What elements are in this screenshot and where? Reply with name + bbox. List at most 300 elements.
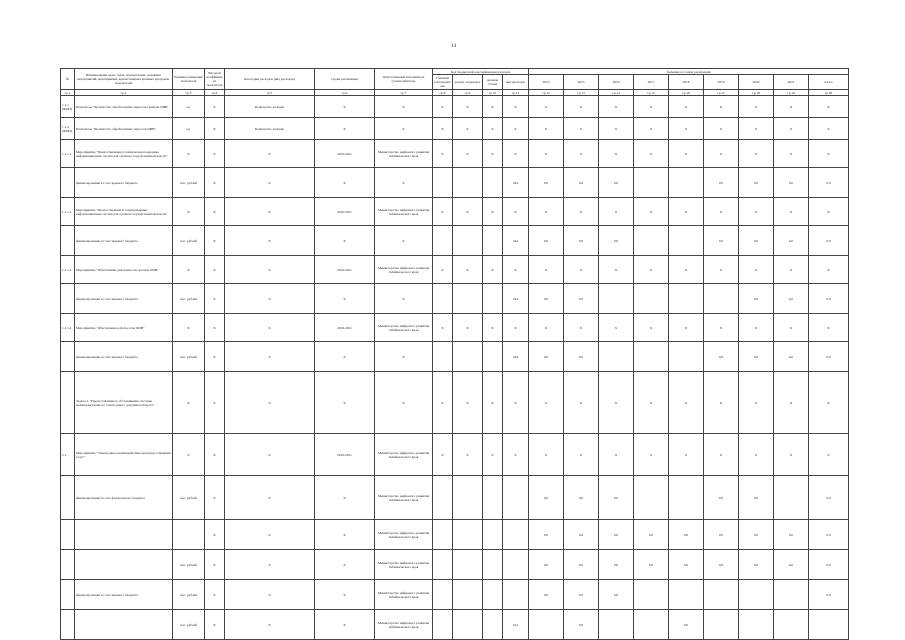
cell-no [61, 372, 75, 434]
cell-value: Х [529, 372, 564, 434]
column-number-cell: гр.10 [483, 90, 503, 96]
cell-no: 1.1.1.2 [61, 198, 75, 226]
cell-unit: тыс. рублей [173, 168, 205, 198]
cell-kbk1 [433, 168, 453, 198]
cell-value: 0,0 [564, 476, 599, 520]
cell-kbk3 [483, 520, 503, 550]
cell-value: 0,0 [704, 520, 739, 550]
cell-kbk1 [433, 342, 453, 372]
kbk-sub-header: вид расходов [503, 75, 529, 90]
cell-value: Х [599, 140, 634, 168]
cell-kbk4: 612 [503, 610, 529, 640]
cell-value: Х [564, 118, 599, 140]
cell-value: Х [599, 256, 634, 284]
cell-term: 2016-2021 [315, 434, 375, 476]
cell-term: Х [315, 284, 375, 314]
cell-name: финансирование за счет краевого бюджета [75, 168, 173, 198]
cell-kbk4: Х [503, 140, 529, 168]
cell-no [61, 520, 75, 550]
cell-value: 0,0 [704, 550, 739, 580]
cell-value: 0,0 [529, 580, 564, 610]
cell-unit: ед. [173, 96, 205, 118]
cell-weight: Х [205, 580, 225, 610]
year-header: 2014 [529, 75, 564, 90]
cell-value: 0,0 [599, 168, 634, 198]
cell-weight: Х [205, 314, 225, 342]
cell-value [739, 580, 774, 610]
cell-kbk4: 244 [503, 226, 529, 256]
cell-name: финансирование за счет краевого бюджета [75, 284, 173, 314]
cell-value: Х [739, 256, 774, 284]
cell-value: Х [634, 434, 669, 476]
cell-weight: Х [205, 284, 225, 314]
cell-executor: Министерство цифрового развития Забайкальского края [375, 476, 433, 520]
column-number-cell: гр.19 [774, 90, 809, 96]
cell-kbk1 [433, 476, 453, 520]
cell-name: финансирование за счет федерального бюджета [75, 476, 173, 520]
cell-value: Х [669, 372, 704, 434]
cell-value [739, 610, 774, 640]
cell-value: Х [739, 140, 774, 168]
cell-kbk4: 244 [503, 342, 529, 372]
cell-value: Х [564, 314, 599, 342]
col-executor-header: Ответственный исполнитель (соисполнитель) [375, 69, 433, 90]
cell-kbk1 [433, 520, 453, 550]
cell-value: 0,0 [704, 476, 739, 520]
cell-kbk2: Х [453, 434, 483, 476]
table-row [61, 118, 849, 140]
cell-value: 0,0 [774, 226, 809, 256]
table-row [61, 314, 849, 342]
cell-kbk2 [453, 610, 483, 640]
cell-kbk2: Х [453, 140, 483, 168]
cell-kbk3 [483, 284, 503, 314]
cell-value [599, 284, 634, 314]
cell-executor: Министерство цифрового развития Забайкальского края [375, 580, 433, 610]
column-number-cell: гр.2 [75, 90, 173, 96]
cell-value: 0,0 [809, 342, 849, 372]
cell-term: 2016-2021 [315, 140, 375, 168]
cell-weight: Х [205, 96, 225, 118]
cell-value: 0,0 [774, 168, 809, 198]
cell-status: Количество человек [225, 96, 315, 118]
table-row [61, 610, 849, 640]
cell-weight: Х [205, 168, 225, 198]
column-number-cell: гр.16 [669, 90, 704, 96]
cell-term: Х [315, 118, 375, 140]
cell-value: 0,0 [774, 550, 809, 580]
cell-value: Х [634, 96, 669, 118]
column-number-cell: гр.8 [433, 90, 453, 96]
cell-value: Х [739, 118, 774, 140]
column-number-cell: гр.11 [503, 90, 529, 96]
year-header: 2019 [704, 75, 739, 90]
cell-value: Х [774, 118, 809, 140]
cell-kbk1 [433, 550, 453, 580]
cell-status: Х [225, 372, 315, 434]
cell-name: Задача 2. "Предоставление и обслуживание системы межведомственного электронного документооборота" [75, 372, 173, 434]
cell-kbk3: Х [483, 372, 503, 434]
cell-weight: Х [205, 226, 225, 256]
cell-kbk3: Х [483, 314, 503, 342]
cell-value [669, 226, 704, 256]
cell-term: Х [315, 168, 375, 198]
column-number-cell: гр.14 [599, 90, 634, 96]
cell-value: Х [599, 314, 634, 342]
table-row [61, 256, 849, 284]
cell-value [774, 610, 809, 640]
cell-executor: Министерство цифрового развития Забайкальского края [375, 434, 433, 476]
cell-value: Х [809, 372, 849, 434]
cell-value: Х [704, 140, 739, 168]
column-number-cell: гр.7 [375, 90, 433, 96]
cell-value: 0,0 [564, 168, 599, 198]
col-kbk-header: Код бюджетной классификации расходов [433, 69, 529, 75]
col-values-header: Значение по годам реализации [529, 69, 849, 75]
cell-value: Х [774, 314, 809, 342]
table-row [61, 580, 849, 610]
cell-value: Х [529, 96, 564, 118]
cell-kbk3 [483, 550, 503, 580]
cell-no: 1.1.1 (ФОИ) [61, 96, 75, 118]
cell-value [669, 284, 704, 314]
column-number-cell: гр.20 [809, 90, 849, 96]
cell-no [61, 168, 75, 198]
cell-value: 0,0 [634, 520, 669, 550]
cell-value: Х [704, 256, 739, 284]
cell-value: Х [529, 140, 564, 168]
cell-term: Х [315, 476, 375, 520]
col-weight-header: Весовой коэффициент показателя [205, 69, 225, 90]
cell-value: 0,0 [564, 342, 599, 372]
cell-status: Х [225, 198, 315, 226]
cell-kbk1 [433, 580, 453, 610]
kbk-sub-header: Главный распорядитель [434, 76, 451, 88]
cell-value: 0,0 [774, 520, 809, 550]
cell-kbk2 [453, 284, 483, 314]
col-term-header: Сроки реализации [315, 69, 375, 90]
cell-kbk2 [453, 476, 483, 520]
cell-kbk3 [483, 342, 503, 372]
column-number-cell: гр.17 [704, 90, 739, 96]
cell-value [704, 284, 739, 314]
cell-name: Мероприятие "Электронное взаимодействие при предоставлении услуг" [75, 434, 173, 476]
cell-value: 0,0 [529, 520, 564, 550]
cell-executor: Министерство цифрового развития Забайкальского края [375, 610, 433, 640]
cell-no [61, 284, 75, 314]
page-number: 14 [451, 44, 456, 49]
cell-name: Мероприятие "Предоставление и техническая поддержка информационных систем для органов государственной власти" [75, 140, 173, 168]
cell-kbk4 [503, 580, 529, 610]
column-number-cell: гр.3 [173, 90, 205, 96]
cell-unit: Х [173, 314, 205, 342]
cell-value: Х [669, 256, 704, 284]
cell-value [634, 580, 669, 610]
cell-unit: тыс. рублей [173, 284, 205, 314]
cell-status: Х [225, 284, 315, 314]
cell-value: Х [704, 96, 739, 118]
cell-status: Х [225, 140, 315, 168]
cell-unit: тыс. рублей [173, 476, 205, 520]
cell-status: Х [225, 226, 315, 256]
cell-kbk3 [483, 476, 503, 520]
cell-value: Х [739, 434, 774, 476]
cell-value: 0,0 [634, 550, 669, 580]
cell-value: 0,0 [529, 550, 564, 580]
column-number-cell: гр.5 [225, 90, 315, 96]
cell-value: 0,0 [739, 520, 774, 550]
cell-value [774, 476, 809, 520]
table-row [61, 476, 849, 520]
cell-weight: Х [205, 342, 225, 372]
cell-value: Х [599, 434, 634, 476]
cell-kbk3: Х [483, 434, 503, 476]
cell-value: Х [669, 314, 704, 342]
cell-value: Х [634, 118, 669, 140]
cell-status: Х [225, 434, 315, 476]
cell-unit: ед. [173, 118, 205, 140]
cell-kbk1: Х [433, 434, 453, 476]
column-number-cell: гр.15 [634, 90, 669, 96]
cell-kbk4: Х [503, 256, 529, 284]
cell-value [634, 226, 669, 256]
cell-kbk4: Х [503, 314, 529, 342]
cell-status: Х [225, 314, 315, 342]
table-row [61, 520, 849, 550]
cell-value: 0,0 [564, 520, 599, 550]
cell-status: Х [225, 342, 315, 372]
cell-kbk3: Х [483, 198, 503, 226]
cell-term: Х [315, 342, 375, 372]
cell-value: Х [599, 198, 634, 226]
cell-unit: тыс. рублей [173, 580, 205, 610]
cell-kbk2 [453, 168, 483, 198]
cell-kbk4: 244 [503, 284, 529, 314]
cell-kbk1: Х [433, 372, 453, 434]
cell-executor: Х [375, 96, 433, 118]
table-row [61, 96, 849, 118]
cell-value: 0,0 [739, 342, 774, 372]
cell-value: Х [634, 256, 669, 284]
table-body [61, 96, 849, 640]
cell-value: 0,0 [739, 284, 774, 314]
cell-value: Х [634, 198, 669, 226]
cell-term: Х [315, 520, 375, 550]
cell-kbk4: Х [503, 96, 529, 118]
cell-value: Х [564, 140, 599, 168]
column-number-cell: гр.4 [205, 90, 225, 96]
cell-kbk3: Х [483, 118, 503, 140]
cell-weight: Х [205, 550, 225, 580]
cell-value [704, 610, 739, 640]
table-row [61, 140, 849, 168]
cell-no: 1.1.1.3 [61, 256, 75, 284]
cell-value: Х [809, 96, 849, 118]
cell-kbk1 [433, 226, 453, 256]
cell-no [61, 476, 75, 520]
cell-no [61, 342, 75, 372]
cell-value: Х [704, 314, 739, 342]
cell-value: 0,0 [809, 226, 849, 256]
cell-value: Х [704, 434, 739, 476]
year-header: 2018 [669, 75, 704, 90]
cell-kbk1: Х [433, 118, 453, 140]
cell-executor: Х [375, 168, 433, 198]
cell-unit: Х [173, 434, 205, 476]
year-header: 2017 [634, 75, 669, 90]
cell-value: Х [529, 118, 564, 140]
cell-executor: Министерство цифрового развития Забайкальского края [375, 198, 433, 226]
cell-value: Х [599, 118, 634, 140]
cell-term: Х [315, 372, 375, 434]
cell-value: 0,0 [564, 580, 599, 610]
cell-no: 1.1.1.4 [61, 314, 75, 342]
cell-value [634, 284, 669, 314]
cell-kbk2 [453, 226, 483, 256]
table-row [61, 168, 849, 198]
cell-no [61, 580, 75, 610]
cell-value [599, 610, 634, 640]
cell-value: Х [739, 372, 774, 434]
cell-value: 0,0 [564, 284, 599, 314]
cell-value: Х [809, 314, 849, 342]
cell-no [61, 226, 75, 256]
cell-value: Х [774, 256, 809, 284]
cell-kbk3 [483, 580, 503, 610]
cell-value: 0,0 [564, 226, 599, 256]
cell-value: 0,0 [774, 284, 809, 314]
cell-kbk4: Х [503, 118, 529, 140]
cell-no: 2.1. [61, 434, 75, 476]
cell-status: Х [225, 520, 315, 550]
cell-kbk3 [483, 168, 503, 198]
cell-value: Х [669, 198, 704, 226]
table-row [61, 226, 849, 256]
cell-weight: Х [205, 198, 225, 226]
cell-kbk2: Х [453, 198, 483, 226]
cell-value [599, 342, 634, 372]
cell-kbk1 [433, 284, 453, 314]
cell-value: 0,0 [809, 476, 849, 520]
cell-value: Х [599, 96, 634, 118]
cell-value: 0,0 [669, 520, 704, 550]
cell-weight: Х [205, 476, 225, 520]
cell-value: Х [529, 314, 564, 342]
cell-unit: тыс. рублей [173, 550, 205, 580]
cell-executor: Х [375, 372, 433, 434]
cell-value: 0,0 [529, 168, 564, 198]
cell-kbk2: Х [453, 256, 483, 284]
cell-weight: Х [205, 256, 225, 284]
cell-value: Х [809, 256, 849, 284]
cell-no: 1.1.2 (ФОИ) [61, 118, 75, 140]
cell-value: 0,0 [774, 342, 809, 372]
cell-name: Показатель "Количество обработанных запросов ОИВ" [75, 118, 173, 140]
cell-value: Х [809, 434, 849, 476]
cell-kbk2 [453, 520, 483, 550]
cell-name [75, 520, 173, 550]
cell-kbk3: Х [483, 256, 503, 284]
cell-no [61, 550, 75, 580]
cell-value: 0,0 [529, 342, 564, 372]
cell-value: 0,0 [704, 226, 739, 256]
cell-value: 0,0 [809, 550, 849, 580]
cell-weight: Х [205, 140, 225, 168]
cell-executor: Министерство цифрового развития Забайкальского края [375, 520, 433, 550]
cell-kbk2 [453, 550, 483, 580]
cell-no: 1.1.1.1 [61, 140, 75, 168]
cell-value: 0,0 [809, 168, 849, 198]
cell-executor: Х [375, 284, 433, 314]
cell-kbk2: Х [453, 118, 483, 140]
cell-value: Х [809, 198, 849, 226]
cell-value: Х [634, 314, 669, 342]
cell-name: финансирование за счет краевого бюджета [75, 226, 173, 256]
cell-value [669, 342, 704, 372]
cell-value: 0,0 [669, 550, 704, 580]
cell-value: 0,0 [739, 550, 774, 580]
cell-kbk2 [453, 580, 483, 610]
cell-value: 0,0 [739, 226, 774, 256]
column-number-cell: гр.12 [529, 90, 564, 96]
cell-value: Х [704, 198, 739, 226]
cell-value: Х [809, 140, 849, 168]
cell-value: 0,0 [809, 520, 849, 550]
cell-value: Х [739, 198, 774, 226]
cell-value [669, 168, 704, 198]
cell-name: Мероприятие "Обеспечение деятельности органов ОИВ" [75, 256, 173, 284]
cell-value [529, 610, 564, 640]
cell-weight: Х [205, 118, 225, 140]
year-header: 2021 [774, 75, 809, 90]
cell-value [669, 476, 704, 520]
cell-value: Х [809, 118, 849, 140]
cell-weight: Х [205, 434, 225, 476]
cell-name [75, 550, 173, 580]
cell-unit: тыс. рублей [173, 342, 205, 372]
cell-value [669, 580, 704, 610]
cell-value: Х [564, 434, 599, 476]
cell-executor: Х [375, 118, 433, 140]
cell-value: 0,0 [704, 342, 739, 372]
cell-value: Х [529, 198, 564, 226]
col-unit-header: Единица измерения показателя [173, 69, 205, 90]
year-header: 2016 [599, 75, 634, 90]
cell-value: Х [669, 118, 704, 140]
cell-kbk1: Х [433, 96, 453, 118]
cell-kbk1: Х [433, 256, 453, 284]
table-row [61, 372, 849, 434]
cell-kbk2: Х [453, 372, 483, 434]
year-header: 2015 [564, 75, 599, 90]
cell-kbk4: Х [503, 198, 529, 226]
cell-value: 0,0 [809, 284, 849, 314]
cell-executor: Х [375, 342, 433, 372]
cell-kbk4: 244 [503, 168, 529, 198]
cell-kbk3: Х [483, 96, 503, 118]
cell-kbk4 [503, 520, 529, 550]
table-row [61, 434, 849, 476]
cell-unit: Х [173, 372, 205, 434]
cell-kbk1 [433, 610, 453, 640]
cell-name: Мероприятие "Обеспечение работы сети ОИВ" [75, 314, 173, 342]
cell-term: 2016-2021 [315, 314, 375, 342]
cell-value: Х [774, 96, 809, 118]
cell-value: Х [599, 372, 634, 434]
cell-value: 0,0 [529, 476, 564, 520]
program-table [60, 68, 849, 640]
cell-value: 0,0 [564, 550, 599, 580]
